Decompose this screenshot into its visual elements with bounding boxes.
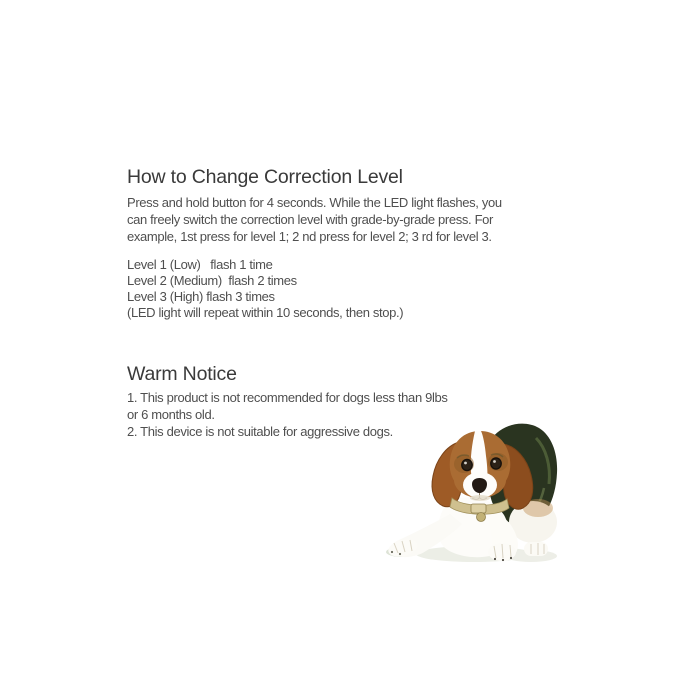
section-heading-how-to: How to Change Correction Level bbox=[127, 166, 403, 188]
level-line: Level 2 (Medium) flash 2 times bbox=[127, 272, 297, 288]
level-line: Level 3 (High) flash 3 times bbox=[127, 288, 275, 304]
dog-eye-left bbox=[462, 459, 472, 470]
dog-claw bbox=[399, 553, 401, 555]
dog-claw bbox=[502, 559, 504, 561]
notice-line: 2. This device is not suitable for aggressive dogs. bbox=[127, 424, 393, 439]
dog-chin-shadow bbox=[470, 495, 490, 501]
level-line: Level 1 (Low) flash 1 time bbox=[127, 256, 273, 272]
correction-levels-list bbox=[127, 257, 567, 321]
paragraph-line: example, 1st press for level 1; 2 nd press for level 2; 3 rd for level 3. bbox=[127, 229, 492, 245]
section-how-to-change bbox=[127, 166, 567, 321]
dog-claw bbox=[510, 557, 512, 559]
dog-eye-highlight bbox=[493, 460, 496, 463]
level-line: (LED light will repeat within 10 seconds, then stop.) bbox=[127, 304, 404, 320]
dog-eye-right bbox=[491, 458, 501, 469]
dog-collar-tag bbox=[477, 513, 486, 522]
dog-claw bbox=[391, 551, 393, 553]
paragraph-line: Press and hold button for 4 seconds. While the LED light flashes, you bbox=[127, 195, 502, 210]
notice-line: 1. This product is not recommended for dogs less than 9lbs bbox=[127, 390, 448, 405]
notice-line: or 6 months old. bbox=[127, 407, 215, 422]
how-to-paragraph bbox=[127, 194, 567, 246]
beagle-photo bbox=[386, 418, 566, 568]
dog-eye-highlight bbox=[464, 462, 467, 465]
dog-claw bbox=[494, 558, 496, 560]
section-heading-warm-notice: Warm Notice bbox=[127, 363, 237, 385]
dog-collar-buckle bbox=[471, 504, 486, 513]
paragraph-line: can freely switch the correction level with grade-by-grade press. For bbox=[127, 212, 494, 228]
